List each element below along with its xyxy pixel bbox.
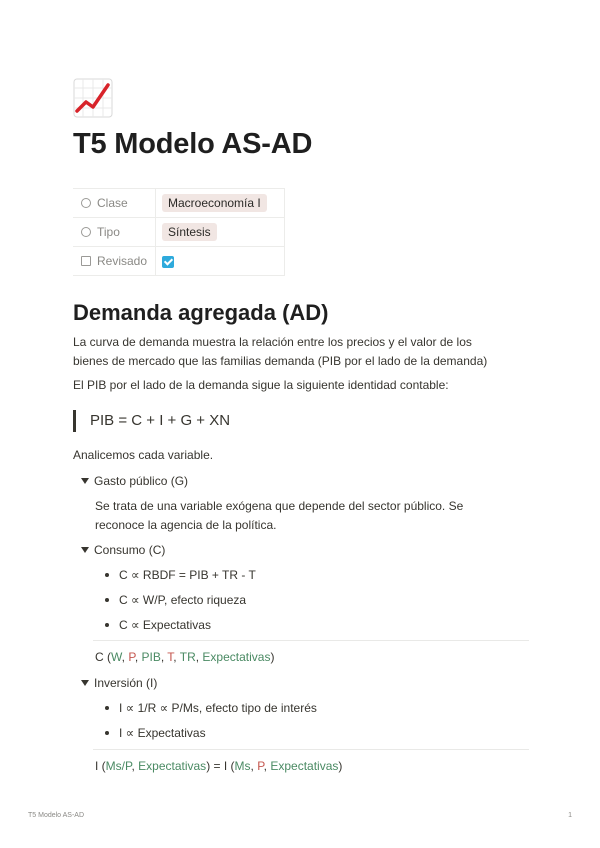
property-row-revisado bbox=[73, 247, 285, 276]
checkbox-property-icon bbox=[81, 256, 91, 266]
toggle-inversion[interactable]: Inversión (I) bbox=[81, 674, 157, 692]
property-row-clase bbox=[73, 189, 285, 218]
toggle-body: Se trata de una variable exógena que depende del sector público. Se reconoce la agencia de la política. bbox=[95, 499, 464, 532]
property-value[interactable] bbox=[156, 247, 285, 276]
select-property-icon bbox=[81, 227, 91, 237]
list-item: I ∝ 1/R ∝ P/Ms, efecto tipo de interés bbox=[105, 699, 317, 717]
property-value[interactable] bbox=[156, 218, 285, 247]
page-title: T5 Modelo AS-AD bbox=[73, 128, 313, 160]
list-item: C ∝ RBDF = PIB + TR - T bbox=[105, 566, 256, 584]
bullet-icon bbox=[105, 623, 109, 627]
divider bbox=[93, 640, 529, 641]
toggle-gasto-publico[interactable]: Gasto público (G) bbox=[81, 472, 188, 490]
bullet-icon bbox=[105, 598, 109, 602]
paragraph: Analicemos cada variable. bbox=[73, 448, 214, 462]
toggle-triangle-icon[interactable] bbox=[81, 547, 89, 553]
page-number: 1 bbox=[568, 812, 572, 819]
section-heading: Demanda agregada (AD) bbox=[73, 300, 329, 325]
clase-tag[interactable]: Macroeconomía I bbox=[162, 194, 267, 212]
chart-increasing-icon bbox=[73, 78, 113, 118]
bullet-icon bbox=[105, 731, 109, 735]
property-key: Revisado bbox=[73, 247, 156, 276]
property-key: Tipo bbox=[73, 218, 156, 247]
bullet-icon bbox=[105, 573, 109, 577]
consumo-summary: C (W, P, PIB, T, TR, Expectativas) bbox=[95, 650, 275, 664]
bullet-icon bbox=[105, 706, 109, 710]
property-row-tipo bbox=[73, 218, 285, 247]
footer-title: T5 Modelo AS-AD bbox=[28, 812, 85, 819]
paragraph: La curva de demanda muestra la relación entre los precios y el valor de los bienes de mercado que las familias demanda (PIB por el lado de la demanda) bbox=[73, 335, 488, 368]
inversion-summary: I (Ms/P, Expectativas) = I (Ms, P, Expectativas) bbox=[95, 759, 343, 773]
quote-block: PIB = C + I + G + XN bbox=[73, 410, 390, 432]
property-value[interactable] bbox=[156, 189, 285, 218]
select-property-icon bbox=[81, 198, 91, 208]
paragraph: El PIB por el lado de la demanda sigue la siguiente identidad contable: bbox=[73, 378, 449, 392]
toggle-consumo[interactable]: Consumo (C) bbox=[81, 541, 165, 559]
toggle-triangle-icon[interactable] bbox=[81, 478, 89, 484]
list-item: C ∝ W/P, efecto riqueza bbox=[105, 591, 246, 609]
property-key: Clase bbox=[73, 189, 156, 218]
properties-table bbox=[73, 188, 285, 276]
divider bbox=[93, 749, 529, 750]
toggle-triangle-icon[interactable] bbox=[81, 680, 89, 686]
tipo-tag[interactable]: Síntesis bbox=[162, 223, 217, 241]
list-item: C ∝ Expectativas bbox=[105, 616, 211, 634]
revisado-checkbox[interactable] bbox=[162, 256, 174, 268]
list-item: I ∝ Expectativas bbox=[105, 724, 206, 742]
